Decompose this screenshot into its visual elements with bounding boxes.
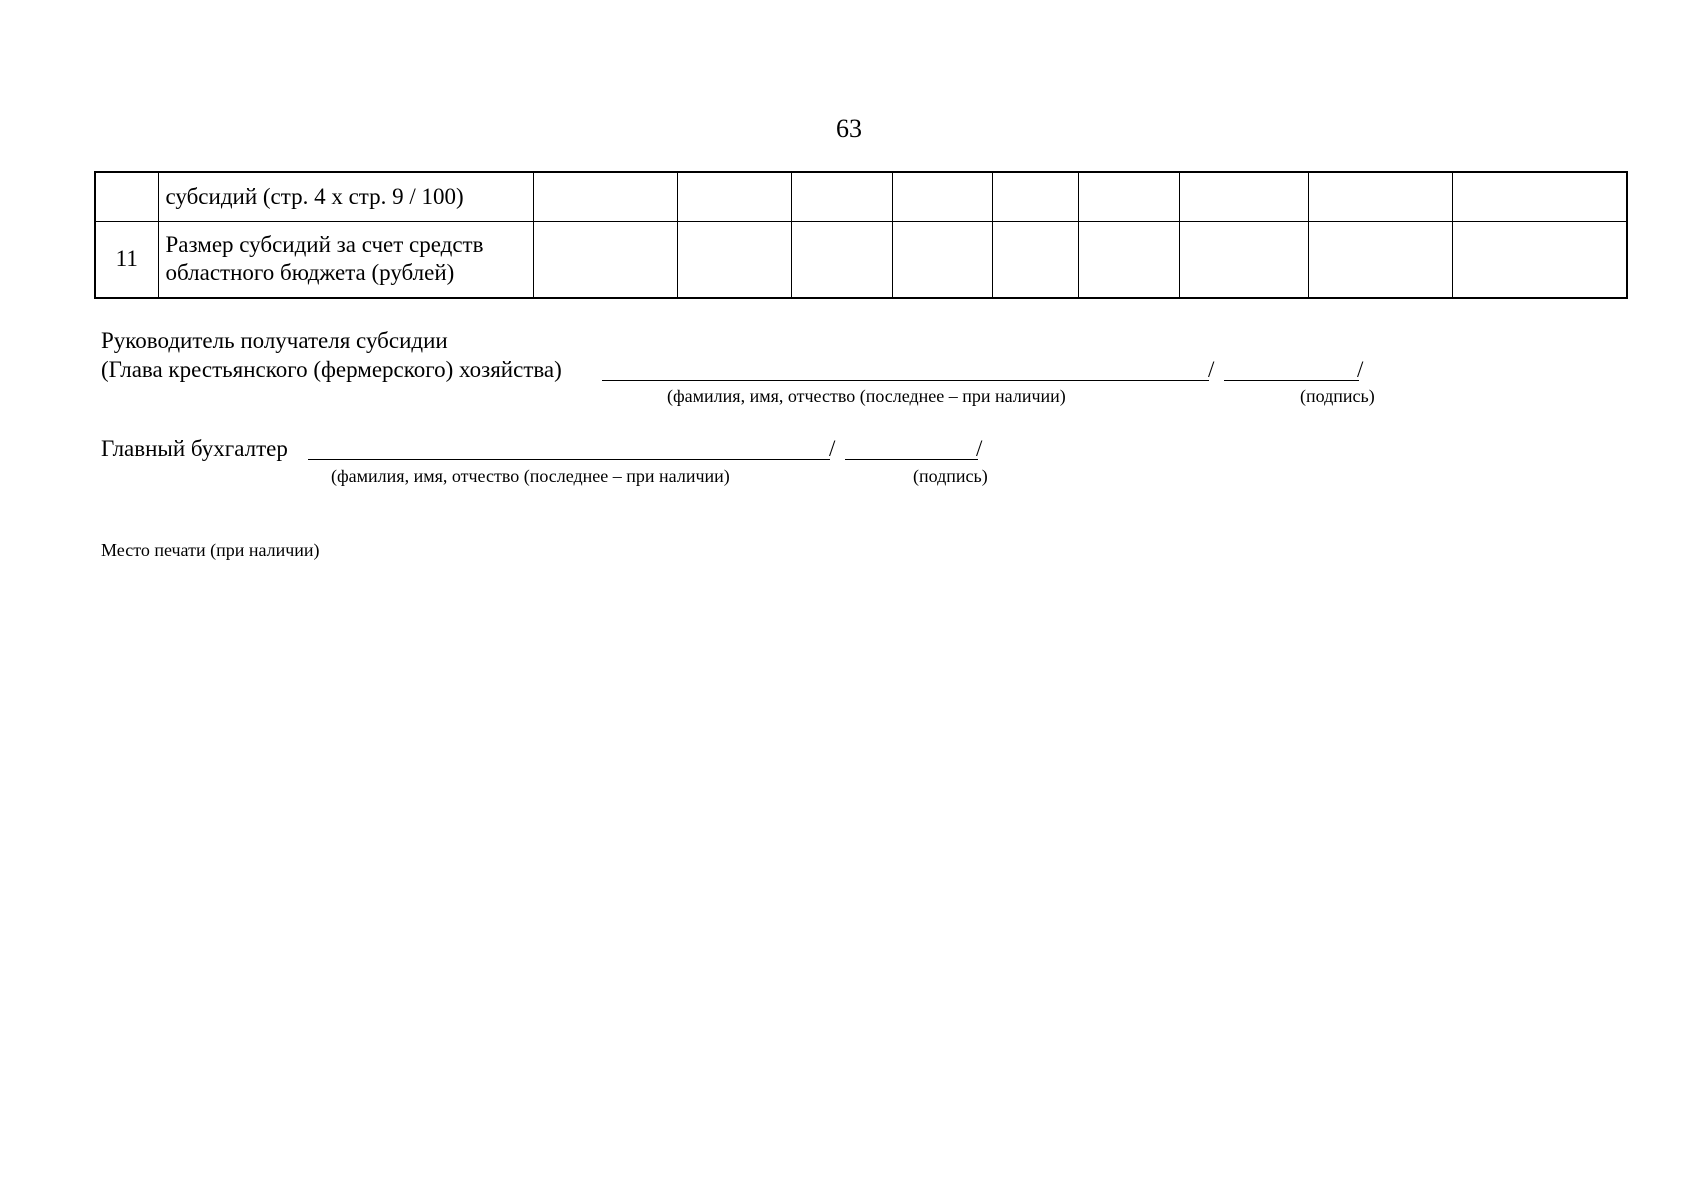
row-description-cell — [158, 221, 533, 298]
accountant-label: Главный бухгалтер — [101, 436, 288, 461]
head-slash: / — [1208, 357, 1215, 382]
head-signature-line[interactable] — [1224, 380, 1359, 381]
row-description-line: Размер субсидий за счет средств — [165, 232, 484, 258]
stamp-place-text: Место печати (при наличии) — [101, 540, 320, 560]
value-cell — [791, 221, 892, 298]
table-row — [95, 221, 1627, 298]
form-table — [94, 171, 1628, 299]
value-cell — [992, 221, 1078, 298]
value-cell — [533, 172, 677, 221]
value-cell — [791, 172, 892, 221]
head-slash-end: / — [1357, 357, 1364, 382]
row-description-cell: субсидий (стр. 4 х стр. 9 / 100) — [158, 172, 533, 221]
accountant-signature-line[interactable] — [845, 459, 978, 460]
value-cell — [892, 172, 992, 221]
table-row — [95, 172, 1627, 221]
value-cell — [677, 172, 791, 221]
head-signature-label-line2: (Глава крестьянского (фермерского) хозяйства) — [101, 357, 562, 382]
value-cell — [1452, 172, 1627, 221]
accountant-slash: / — [829, 436, 836, 461]
row-description-line: областного бюджета (рублей) — [165, 260, 455, 286]
value-cell — [1078, 172, 1179, 221]
value-cell — [1308, 172, 1452, 221]
row-number-cell — [95, 172, 158, 221]
accountant-slash-end: / — [976, 436, 983, 461]
head-name-caption: (фамилия, имя, отчество (последнее – при наличии) — [667, 386, 1066, 406]
accountant-sign-caption: (подпись) — [913, 466, 988, 486]
row-number-cell: 11 — [95, 221, 158, 298]
page-number: 63 — [836, 114, 862, 143]
value-cell — [677, 221, 791, 298]
value-cell — [992, 172, 1078, 221]
value-cell — [892, 221, 992, 298]
value-cell — [1452, 221, 1627, 298]
value-cell — [1179, 172, 1308, 221]
value-cell — [1308, 221, 1452, 298]
value-cell — [533, 221, 677, 298]
value-cell — [1179, 221, 1308, 298]
head-sign-caption: (подпись) — [1300, 386, 1375, 406]
value-cell — [1078, 221, 1179, 298]
head-name-line[interactable] — [602, 380, 1209, 381]
accountant-name-line[interactable] — [308, 459, 830, 460]
accountant-name-caption: (фамилия, имя, отчество (последнее – при наличии) — [331, 466, 730, 486]
head-signature-label-line1: Руководитель получателя субсидии — [101, 328, 448, 353]
